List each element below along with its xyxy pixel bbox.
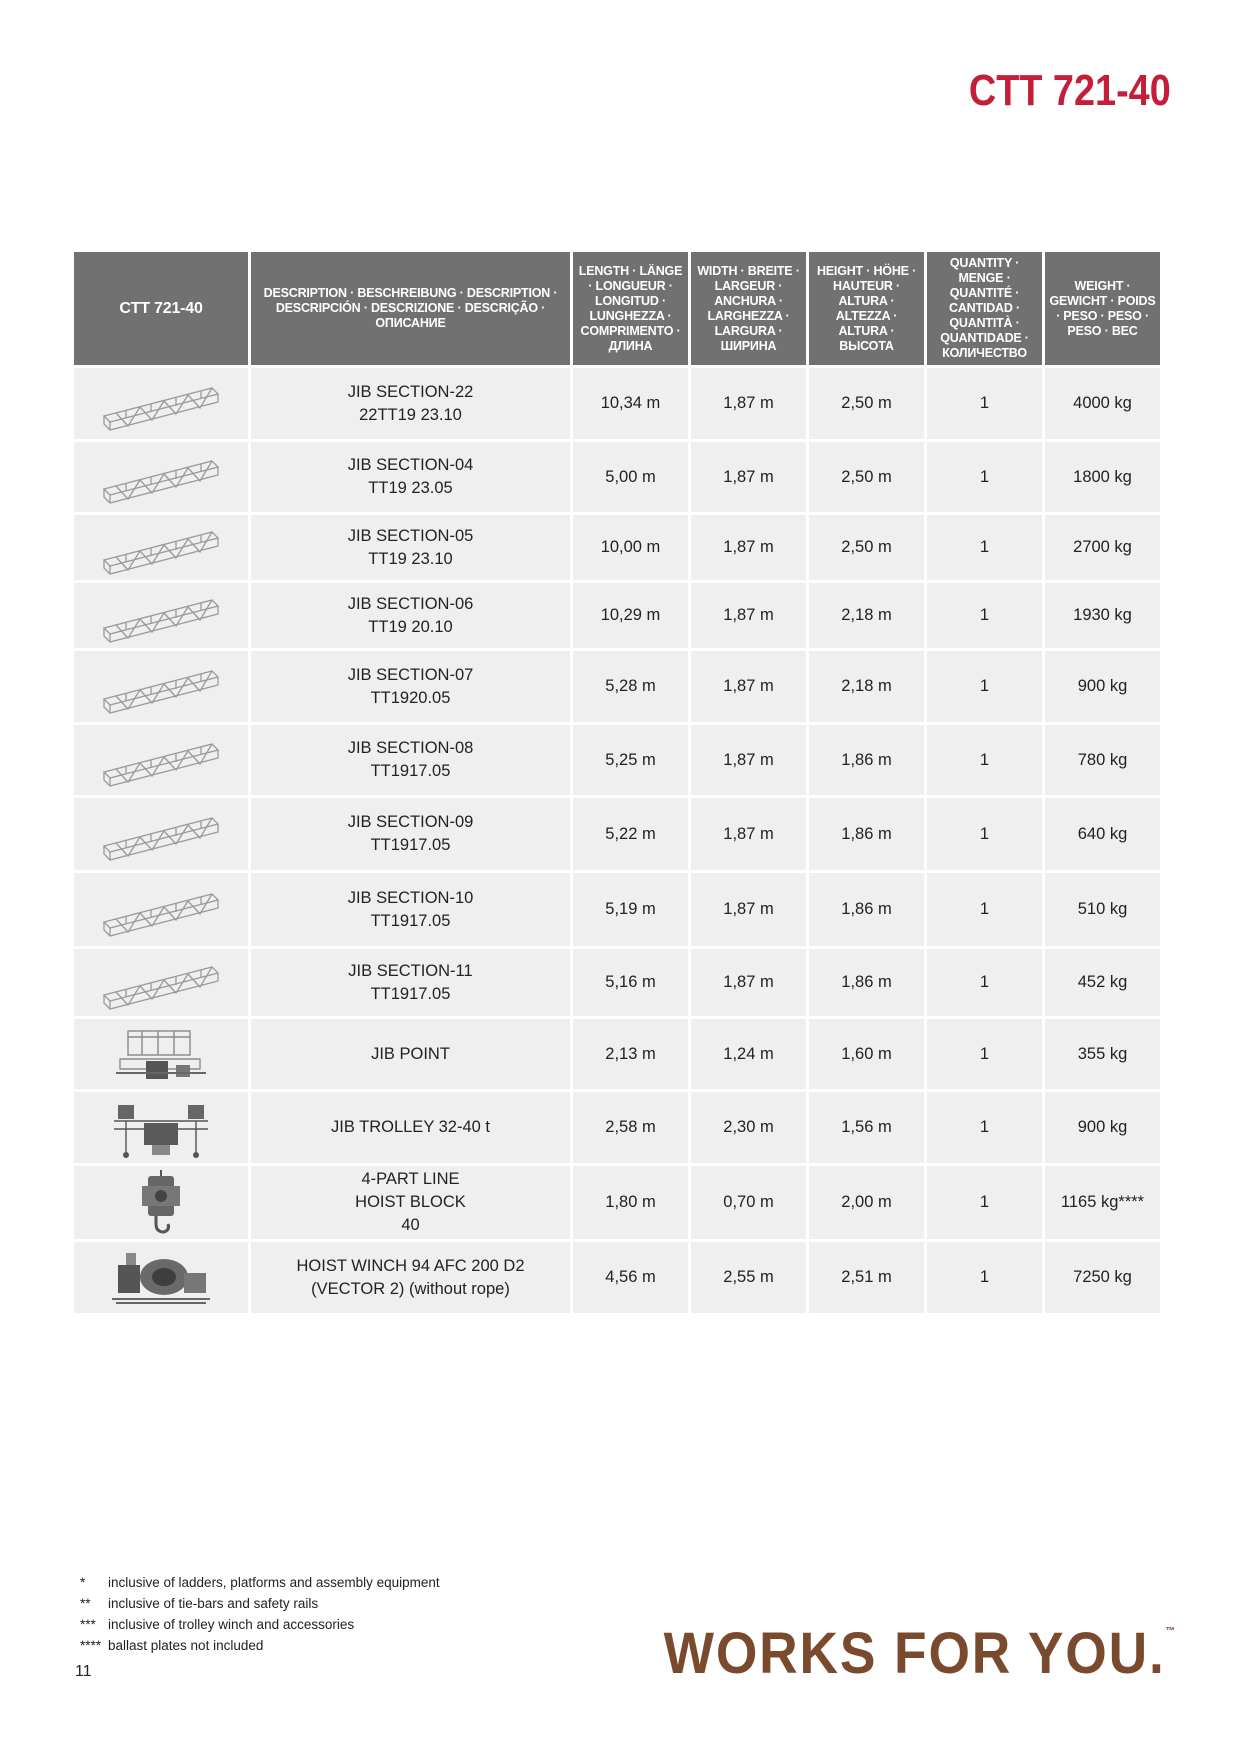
jib-point-icon: [74, 1023, 248, 1085]
footnote: [80, 1614, 440, 1635]
jib-section-icon: [74, 449, 248, 505]
table-row: [74, 1092, 1160, 1163]
height-cell: 2,50 m: [809, 368, 924, 439]
description-line: JIB TROLLEY 32-40 t: [331, 1118, 490, 1136]
weight-cell: 900 kg: [1045, 651, 1160, 722]
weight-cell: 900 kg: [1045, 1092, 1160, 1163]
component-image: [74, 873, 248, 946]
quantity-cell: 1: [927, 651, 1042, 722]
description-line: JIB SECTION-07: [347, 665, 474, 684]
width-cell: 0,70 m: [691, 1166, 806, 1239]
description-line: TT1917.05: [370, 836, 451, 854]
weight-cell: 1165 kg****: [1045, 1166, 1160, 1239]
description-cell: [251, 368, 570, 439]
table-header-row: [74, 252, 1160, 365]
footnote: [80, 1572, 440, 1593]
trademark-mark: ™: [1165, 1626, 1177, 1637]
footnote-mark: ***: [80, 1617, 96, 1632]
footnote-text: inclusive of tie-bars and safety rails: [108, 1596, 319, 1611]
height-cell: 2,50 m: [809, 515, 924, 580]
component-image: [74, 949, 248, 1016]
component-image: [74, 1242, 248, 1313]
quantity-cell: 1: [927, 798, 1042, 870]
description-line: JIB POINT: [371, 1044, 450, 1063]
description-cell: [251, 442, 570, 512]
table-row: [74, 873, 1160, 946]
description-cell: [251, 1166, 570, 1239]
description-line: (VECTOR 2) (without rope): [311, 1279, 510, 1298]
column-header-height: HEIGHT · HÖHE · HAUTEUR · ALTURA · ALTEZZA · ALTURA · ВЫСОТА: [809, 252, 924, 365]
description-cell: [251, 873, 570, 946]
description-cell: [251, 725, 570, 795]
column-header-description: DESCRIPTION · BESCHREIBUNG · DESCRIPTION · DESCRIPCIÓN · DESCRIZIONE · DESCRIÇÃO · ОПИСАНИЕ: [251, 252, 570, 365]
weight-cell: 1800 kg: [1045, 442, 1160, 512]
quantity-cell: 1: [927, 725, 1042, 795]
length-cell: 5,19 m: [573, 873, 688, 946]
component-image: [74, 583, 248, 648]
description-line: HOIST BLOCK: [355, 1193, 466, 1211]
quantity-cell: 1: [927, 368, 1042, 439]
weight-cell: 355 kg: [1045, 1019, 1160, 1089]
footnote-text: ballast plates not included: [108, 1638, 264, 1653]
column-header-quantity: QUANTITY · MENGE · QUANTITÉ · CANTIDAD · QUANTITÀ · QUANTIDADE · КОЛИЧЕСТВО: [927, 252, 1042, 365]
description-cell: [251, 949, 570, 1016]
footnote-mark: ****: [80, 1638, 102, 1653]
length-cell: 5,22 m: [573, 798, 688, 870]
description-line: 40: [401, 1216, 420, 1234]
length-cell: 5,16 m: [573, 949, 688, 1016]
component-image: [74, 515, 248, 580]
width-cell: 1,87 m: [691, 949, 806, 1016]
footnote-mark: *: [80, 1575, 86, 1590]
component-image: [74, 1019, 248, 1089]
quantity-cell: 1: [927, 583, 1042, 648]
jib-section-icon: [74, 520, 248, 576]
quantity-cell: 1: [927, 1019, 1042, 1089]
description-cell: [251, 583, 570, 648]
description-line: TT1917.05: [370, 762, 451, 780]
description-line: 4-PART LINE: [361, 1170, 460, 1188]
length-cell: 1,80 m: [573, 1166, 688, 1239]
component-image: [74, 442, 248, 512]
height-cell: 1,86 m: [809, 725, 924, 795]
length-cell: 10,29 m: [573, 583, 688, 648]
weight-cell: 4000 kg: [1045, 368, 1160, 439]
jib-section-icon: [74, 588, 248, 644]
table-row: [74, 651, 1160, 722]
slogan-text: WORKS FOR YOU.: [663, 1621, 1166, 1686]
description-line: JIB SECTION-04: [347, 456, 474, 474]
footnote-text: inclusive of ladders, platforms and assembly equipment: [108, 1575, 440, 1590]
description-line: JIB SECTION-22: [347, 382, 474, 401]
height-cell: 1,60 m: [809, 1019, 924, 1089]
description-cell: [251, 1242, 570, 1313]
weight-cell: 1930 kg: [1045, 583, 1160, 648]
description-line: JIB SECTION-08: [347, 739, 474, 757]
quantity-cell: 1: [927, 442, 1042, 512]
length-cell: 5,25 m: [573, 725, 688, 795]
description-line: TT1917.05: [370, 911, 451, 930]
column-header-length: LENGTH · LÄNGE · LONGUEUR · LONGITUD · LUNGHEZZA · COMPRIMENTO · ДЛИНА: [573, 252, 688, 365]
table-row: [74, 442, 1160, 512]
height-cell: 1,86 m: [809, 798, 924, 870]
description-line: HOIST WINCH 94 AFC 200 D2: [296, 1256, 525, 1275]
length-cell: 5,00 m: [573, 442, 688, 512]
footnote: [80, 1593, 440, 1614]
column-header-weight: WEIGHT · GEWICHT · POIDS · PESO · PESO · PESO · ВЕС: [1045, 252, 1160, 365]
slogan-logo: [664, 1620, 1177, 1687]
description-cell: [251, 798, 570, 870]
table-row: [74, 949, 1160, 1016]
width-cell: 1,87 m: [691, 368, 806, 439]
footnote-text: inclusive of trolley winch and accessories: [108, 1617, 355, 1632]
description-cell: [251, 1019, 570, 1089]
table-row: [74, 1019, 1160, 1089]
height-cell: 2,51 m: [809, 1242, 924, 1313]
table-row: [74, 725, 1160, 795]
weight-cell: 780 kg: [1045, 725, 1160, 795]
length-cell: 4,56 m: [573, 1242, 688, 1313]
length-cell: 10,34 m: [573, 368, 688, 439]
description-line: JIB SECTION-05: [347, 526, 474, 545]
table-row: [74, 368, 1160, 439]
column-header-width: WIDTH · BREITE · LARGEUR · ANCHURA · LARGHEZZA · LARGURA · ШИРИНА: [691, 252, 806, 365]
height-cell: 1,86 m: [809, 949, 924, 1016]
quantity-cell: 1: [927, 1166, 1042, 1239]
page-title: CTT 721-40: [969, 66, 1171, 115]
jib-section-icon: [74, 659, 248, 715]
description-line: 22TT19 23.10: [359, 405, 462, 424]
table-row: [74, 515, 1160, 580]
width-cell: 1,24 m: [691, 1019, 806, 1089]
spec-table: [71, 249, 1163, 1316]
weight-cell: 7250 kg: [1045, 1242, 1160, 1313]
jib-section-icon: [74, 806, 248, 862]
weight-cell: 2700 kg: [1045, 515, 1160, 580]
component-image: [74, 725, 248, 795]
jib-section-icon: [74, 732, 248, 788]
height-cell: 2,00 m: [809, 1166, 924, 1239]
hoist-block-icon: [74, 1170, 248, 1236]
description-line: TT19 20.10: [368, 617, 453, 636]
footnote: [80, 1635, 440, 1656]
table-row: [74, 798, 1160, 870]
length-cell: 2,13 m: [573, 1019, 688, 1089]
quantity-cell: 1: [927, 515, 1042, 580]
weight-cell: 640 kg: [1045, 798, 1160, 870]
table-row: [74, 1166, 1160, 1239]
width-cell: 1,87 m: [691, 873, 806, 946]
weight-cell: 452 kg: [1045, 949, 1160, 1016]
description-line: TT1917.05: [370, 984, 451, 1003]
width-cell: 1,87 m: [691, 725, 806, 795]
description-line: TT19 23.10: [368, 549, 453, 568]
component-image: [74, 1092, 248, 1163]
hoist-winch-icon: [74, 1245, 248, 1311]
jib-trolley-icon: [74, 1095, 248, 1161]
description-line: JIB SECTION-06: [347, 594, 474, 613]
table-body: [74, 368, 1160, 1313]
page-number: 11: [75, 1663, 92, 1680]
width-cell: 1,87 m: [691, 583, 806, 648]
height-cell: 1,86 m: [809, 873, 924, 946]
table-row: [74, 583, 1160, 648]
height-cell: 2,18 m: [809, 583, 924, 648]
description-line: TT1920.05: [370, 688, 451, 707]
width-cell: 2,30 m: [691, 1092, 806, 1163]
length-cell: 5,28 m: [573, 651, 688, 722]
description-line: JIB SECTION-09: [347, 813, 474, 831]
length-cell: 2,58 m: [573, 1092, 688, 1163]
description-cell: [251, 515, 570, 580]
height-cell: 2,18 m: [809, 651, 924, 722]
description-line: JIB SECTION-10: [347, 888, 474, 907]
table-row: [74, 1242, 1160, 1313]
length-cell: 10,00 m: [573, 515, 688, 580]
footnote-mark: **: [80, 1596, 91, 1611]
description-cell: [251, 1092, 570, 1163]
column-header-model: CTT 721-40: [74, 252, 248, 365]
jib-section-icon: [74, 955, 248, 1011]
weight-cell: 510 kg: [1045, 873, 1160, 946]
width-cell: 1,87 m: [691, 798, 806, 870]
component-image: [74, 1166, 248, 1239]
quantity-cell: 1: [927, 1092, 1042, 1163]
width-cell: 1,87 m: [691, 515, 806, 580]
description-line: JIB SECTION-11: [348, 961, 473, 980]
width-cell: 2,55 m: [691, 1242, 806, 1313]
footnotes: [80, 1572, 440, 1656]
jib-section-icon: [74, 882, 248, 938]
component-image: [74, 368, 248, 439]
description-cell: [251, 651, 570, 722]
jib-section-icon: [74, 376, 248, 432]
width-cell: 1,87 m: [691, 651, 806, 722]
quantity-cell: 1: [927, 1242, 1042, 1313]
height-cell: 1,56 m: [809, 1092, 924, 1163]
quantity-cell: 1: [927, 873, 1042, 946]
width-cell: 1,87 m: [691, 442, 806, 512]
quantity-cell: 1: [927, 949, 1042, 1016]
height-cell: 2,50 m: [809, 442, 924, 512]
component-image: [74, 651, 248, 722]
description-line: TT19 23.05: [368, 479, 453, 497]
component-image: [74, 798, 248, 870]
